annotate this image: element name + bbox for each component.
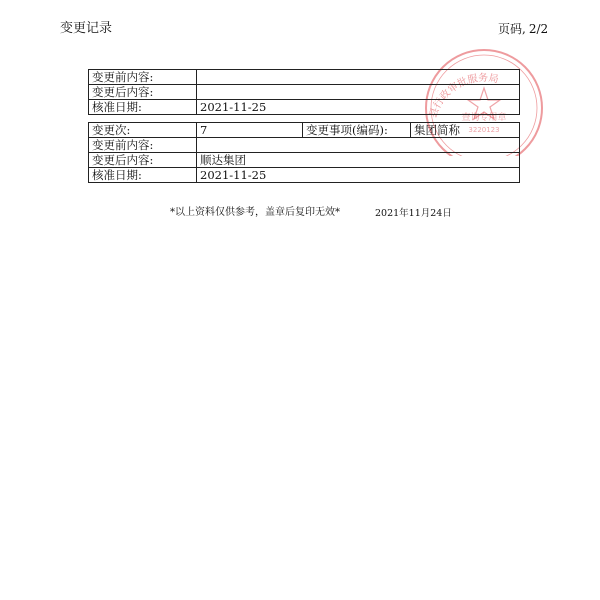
field-label: 变更后内容: bbox=[89, 85, 197, 100]
page-value: 2/2 bbox=[528, 22, 549, 36]
field-label: 变更后内容: bbox=[89, 153, 197, 168]
table-row bbox=[89, 70, 520, 85]
field-value bbox=[197, 85, 520, 100]
table-row bbox=[89, 153, 520, 168]
field-value: 2021-11-25 bbox=[197, 100, 520, 115]
change-record-block-2 bbox=[88, 122, 520, 183]
change-item-label: 变更事项(编码): bbox=[303, 123, 411, 138]
field-value: 2021-11-25 bbox=[197, 168, 520, 183]
table-row bbox=[89, 100, 520, 115]
change-no-label: 变更次: bbox=[89, 123, 197, 138]
table-row bbox=[89, 168, 520, 183]
table-row bbox=[89, 123, 520, 138]
page-title: 变更记录 bbox=[60, 21, 113, 36]
change-item-value: 集团简称 bbox=[411, 123, 520, 138]
table-row bbox=[89, 85, 520, 100]
field-label: 变更前内容: bbox=[89, 138, 197, 153]
stamp-ring-textpath: 县行政审批服务局 bbox=[427, 72, 500, 120]
print-date: 2021年11月24日 bbox=[375, 208, 452, 219]
field-value bbox=[197, 138, 520, 153]
field-value bbox=[197, 70, 520, 85]
disclaimer-note: *以上资料仅供参考，盖章后复印无效* bbox=[170, 207, 340, 218]
change-no-value: 7 bbox=[197, 123, 303, 138]
field-label: 核准日期: bbox=[89, 168, 197, 183]
field-label: 核准日期: bbox=[89, 100, 197, 115]
change-record-block-1 bbox=[88, 69, 520, 115]
field-value: 顺达集团 bbox=[197, 153, 520, 168]
field-label: 变更前内容: bbox=[89, 70, 197, 85]
table-row bbox=[89, 138, 520, 153]
stamp-center-text: 查询专用章 bbox=[461, 113, 507, 123]
stamp-code: 3220123 bbox=[468, 126, 500, 134]
page-label: 页码, bbox=[498, 22, 526, 36]
page-number bbox=[498, 20, 548, 37]
